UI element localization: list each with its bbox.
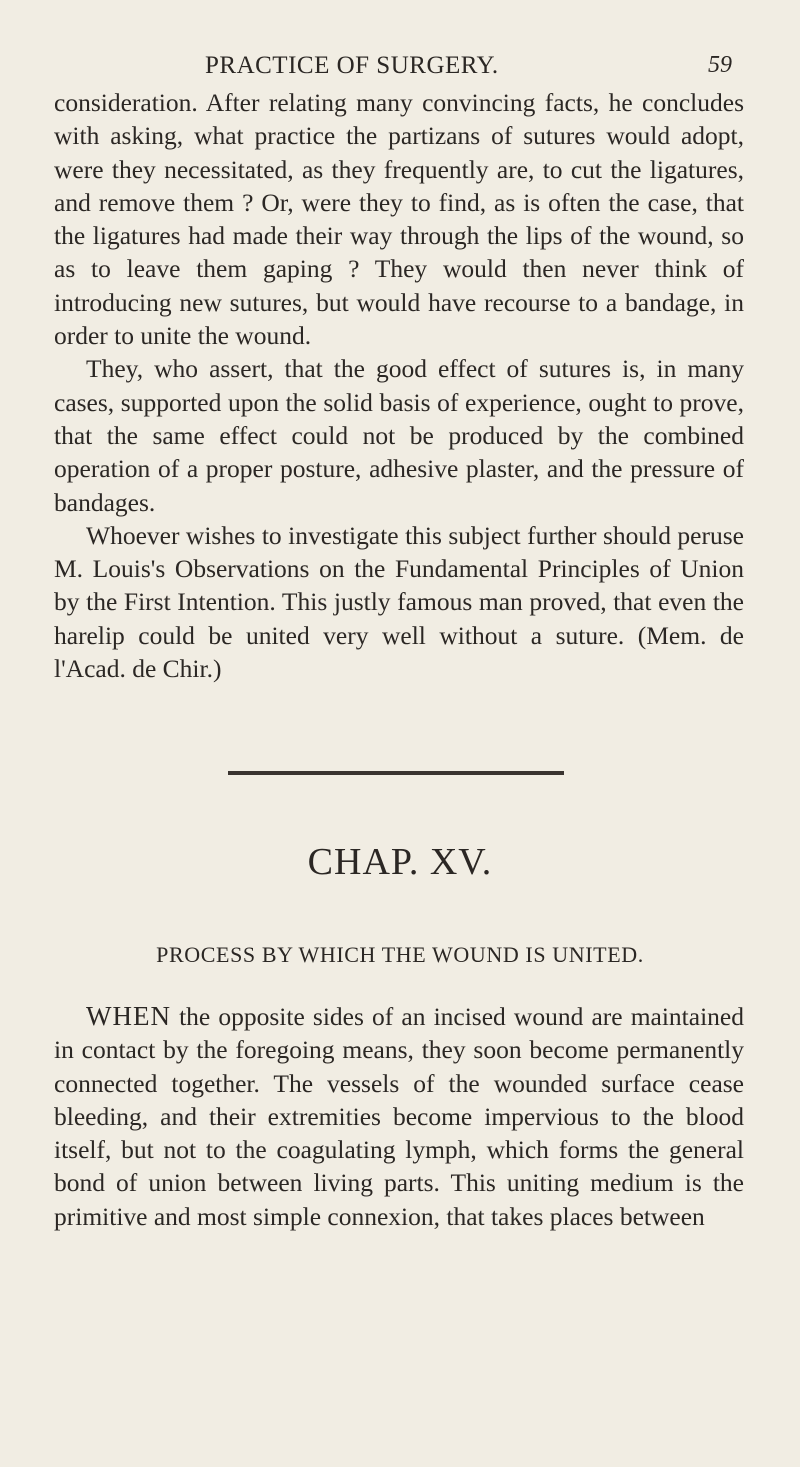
paragraph: consideration. After relating many convincing facts, he concludes with asking, what practice the partizans of sutures would adopt, were they necessitated, as they frequently are, to cut the ligatures, and remove them ? Or, were they to find, as is often the case, that the ligatures had made their way through the lips of the wound, so as to leave them gaping ? They would then never think of introducing new sutures, but would have recourse to a bandage, in order to unite the wound.: [54, 88, 744, 351]
paragraph: Whoever wishes to investigate this subject further should peruse M. Louis's Observations on the Fundamental Principles of Union by the First Intention. This justly famous man proved, that even the harelip could be united very well without a suture. (Mem. de l'Acad. de Chir.): [54, 520, 744, 684]
page-number: 59: [708, 52, 732, 78]
paragraph: They, who assert, that the good effect of sutures is, in many cases, supported upon the solid basis of experience, ought to prove, that the same effect could not be produced by the combined operation of a proper posture, adhesive plaster, and the pressure of bandages.: [54, 354, 744, 517]
opening-text: the opposite sides of an incised wound are maintained in contact by the foregoing means, they soon become permanently connected together. The vessels of the wounded surface cease bleeding, and their extremities become impervious to the blood itself, but not to the coagulating lymph, which forms the general bond of union between living parts. This uniting medium is the primitive and most simple connexion, that takes places between: [54, 1002, 744, 1231]
chapter-text: [54, 1000, 744, 1233]
paragraph: [54, 1000, 744, 1233]
chapter-title: CHAP. XV.: [307, 841, 493, 883]
running-head: PRACTICE OF SURGERY.: [205, 52, 499, 79]
opening-word: WHEN: [86, 1001, 171, 1031]
chapter-subtitle: PROCESS BY WHICH THE WOUND IS UNITED.: [156, 942, 644, 967]
section-text: [54, 86, 744, 685]
section-divider: [228, 771, 564, 775]
